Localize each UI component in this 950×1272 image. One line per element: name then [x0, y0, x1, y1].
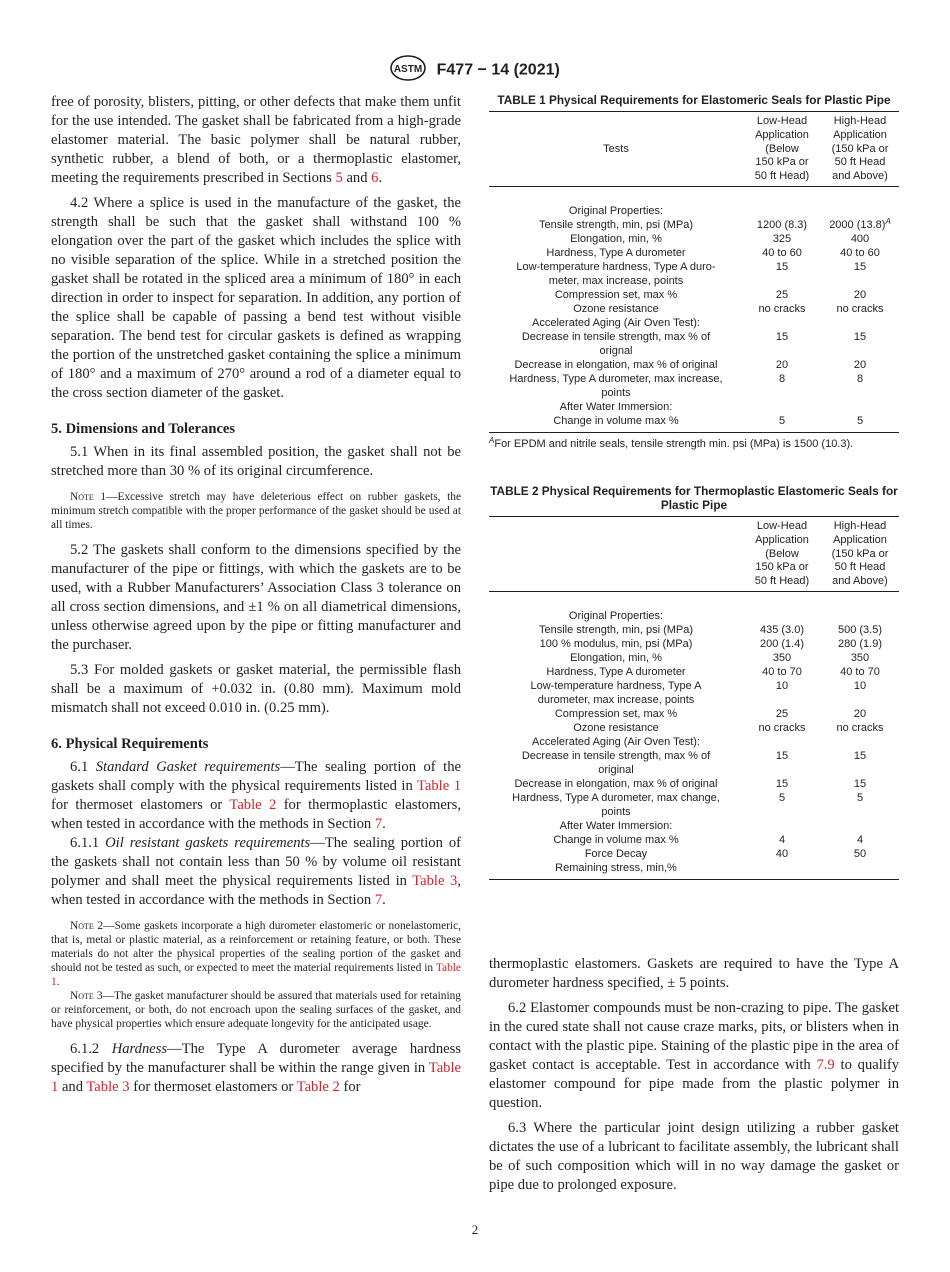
table-row: Decrease in tensile strength, max % of 15 15 [521, 330, 867, 343]
link-table-1[interactable]: Table 1 [51, 1060, 461, 1095]
table-row: Decrease in elongation, max % of original 20 20 [514, 358, 867, 371]
table-row: durometer, max increase, points [537, 693, 695, 706]
table-1-col-tests: Tests [603, 143, 629, 156]
link-table-2[interactable]: Table 2 [296, 1079, 340, 1095]
table-row: Tensile strength, min, psi (MPa) 435 (3.0) 500 (3.5) [538, 623, 883, 636]
link-table-2[interactable]: Table 2 [229, 797, 277, 813]
table-row: Accelerated Aging (Air Oven Test): [532, 316, 700, 329]
table-1-footnote: $^A$For EPDM and nitrile seals, tensile strength min. psi (MPa) is 1500 (10.3). [489, 435, 854, 450]
table-2-col-low-head: Low-Head Application (Below 150 kPa or 50 ft Head) [754, 519, 810, 588]
table-row: After Water Immersion: [559, 400, 673, 413]
table-1-col-low-head: Low-Head Application (Below 150 kPa or 50 ft Head) [754, 115, 810, 183]
table-row: points [601, 386, 631, 399]
table-2-title: TABLE 2 Physical Requirements for Thermoplastic Elastomeric Seals for Plastic Pipe [490, 483, 898, 512]
table-2-col-high-head: High-Head Application (150 kPa or 50 ft Head and Above) [831, 519, 889, 588]
table-1 [489, 93, 899, 450]
table-row: Force Decay 40 50 [584, 847, 867, 860]
table-1-header [489, 112, 899, 187]
table-row: Accelerated Aging (Air Oven Test): [532, 735, 700, 748]
table-row: After Water Immersion: [559, 819, 673, 832]
right-column [489, 93, 899, 1193]
page-header [0, 55, 950, 86]
link-table-3[interactable]: Table 3 [86, 1079, 130, 1095]
table-row: Ozone resistance no cracks no cracks [573, 721, 884, 734]
table-row: points [601, 805, 631, 818]
table-2-header [489, 517, 899, 592]
right-column-text [489, 955, 899, 1195]
standard-code: F477 − 14 (2021) [436, 61, 560, 79]
table-row: Hardness, Type A durometer 40 to 60 40 to 60 [546, 246, 880, 259]
paragraph-5-3: 5.3 For molded gaskets or gasket material, the permissible flash shall be a maximum of +0.032 in. (0.80 mm). Maximum mold mismatch shall not exceed 0.010 in. (0.25 mm). [51, 662, 461, 716]
paragraph-5-1: 5.1 When in its final assembled position, the gasket shall not be stretched more than 30 % of its original circumference. [51, 444, 461, 479]
table-row: Hardness, Type A durometer 40 to 70 40 to 70 [546, 665, 880, 678]
note-3: Note 3—The gasket manufacturer should be assured that materials used for retaining or reinforcement, or both, do not encroach upon the sealing surfaces of the gasket, and have physical properties which ensure adequate longevity for the anticipated usage. [51, 990, 462, 1030]
link-table-1[interactable]: Table 1 [417, 778, 461, 794]
heading-section-5: 5. Dimensions and Tolerances [51, 421, 236, 437]
table-2-body [489, 592, 899, 879]
note-1-text: —Excessive stretch may have deleterious effect on rubber gaskets, the minimum stretch compatible with the proper performance of the gasket should be used at all times. [51, 491, 461, 531]
paragraph-4-2: 4.2 Where a splice is used in the manufacture of the gasket, the strength shall be such that the gasket shall withstand 100 % elongation over the part of the gasket which includes the splice with no visible separation of the splice. While in a stretched position the gasket shall be rotated in the spliced area a minimum of 180° in each direction in order to inspect for separation. In addition, any portion of the splice shall be capable of passing a bend test without visible separation. The bend test for circular gaskets is defined as wrapping the portion of the unstretched gasket containing the splice a minimum of 180° and a maximum of 270° around a rod of a diameter equal to the cross section diameter of the gasket. [51, 195, 461, 401]
notes-2-3 [51, 919, 461, 1031]
table-2 [489, 484, 899, 880]
table-row: Low-temperature hardness, Type A 10 10 [530, 679, 867, 692]
table-row: Change in volume max % 5 5 [553, 414, 864, 427]
astm-logo-text: ASTM [394, 64, 423, 75]
note-1-label: Note 1 [70, 491, 107, 503]
link-section-6[interactable]: 6 [371, 170, 379, 186]
table-row: Low-temperature hardness, Type A duro- 15 15 [516, 260, 867, 273]
table-1-title: TABLE 1 Physical Requirements for Elastomeric Seals for Plastic Pipe [497, 93, 891, 107]
table-row: meter, max increase, points [548, 274, 684, 287]
link-table-3[interactable]: Table 3 [412, 873, 458, 889]
link-section-5[interactable]: 5 [335, 170, 343, 186]
table-row: Decrease in tensile strength, max % of 15 15 [521, 749, 867, 762]
table-1-body [489, 187, 899, 432]
table-row: Hardness, Type A durometer, max increase, 8 8 [509, 372, 864, 385]
table-row: original [598, 763, 634, 776]
paragraph-6-1-2-continued: thermoplastic elastomers. Gaskets are required to have the Type A durometer hardness specified, ± 5 points. [489, 956, 899, 991]
table-row: Elongation, min, % 325 400 [570, 232, 870, 245]
table-row: orignal [599, 344, 633, 357]
table-row: Compression set, max % 25 20 [554, 288, 867, 301]
paragraph-6-1: 6.1 Standard Gasket requirements—The sealing portion of the gaskets shall comply with the physical requirements listed in Table 1 for thermoset elastomers or Table 2 for thermoplastic elastomers, when tested in accordance with the methods in Section 7. [51, 759, 461, 832]
link-table-1[interactable]: Table 1 [51, 962, 461, 988]
table-row: Elongation, min, % 350 350 [570, 651, 870, 664]
link-section-7-9[interactable]: 7.9 [816, 1057, 835, 1073]
table-row: Decrease in elongation, max % of original 15 15 [514, 777, 867, 790]
paragraph-6-2: 6.2 Elastomer compounds must be non-crazing to pipe. The gasket in the cured state shall not cause craze marks, pits, or blisters when in contact with the plastic pipe. Staining of the plastic pipe in the area of gasket contact is acceptable. Test in accordance with 7.9 to qualify elastomer compound for pipe made from the plastic polymer in question. [489, 1000, 899, 1111]
paragraph-6-3: 6.3 Where the particular joint design utilizing a rubber gasket dictates the use of a lubricant to facilitate assembly, the lubricant shall be of such composition which will in no way damage the gasket or pipe due to prolonged exposure. [489, 1120, 899, 1193]
paragraph-6-1-1: 6.1.1 Oil resistant gaskets requirements—The sealing portion of the gaskets shall not contain less than 50 % by volume oil resistant polymer and shall meet the physical requirements listed in Table 3, when tested in accordance with the methods in Section 7. [51, 835, 461, 908]
table-row: Ozone resistance no cracks no cracks [573, 302, 884, 315]
table-row: Compression set, max % 25 20 [554, 707, 867, 720]
paragraph-6-1-2: 6.1.2 Hardness—The Type A durometer average hardness specified by the manufacturer shall be within the range given in Table 1 and Table 3 for thermoset elastomers or Table 2 for [51, 1041, 461, 1095]
note-1 [51, 490, 461, 532]
left-column [51, 93, 461, 1097]
note-2: Note 2—Some gaskets incorporate a high durometer elastomeric or nonelastomeric, that is, metal or plastic material, as a reinforcement or retaining feature, or both. These materials do not alter the physical properties of the sealing portion of the gasket and should not be tested as such, or expected to meet the material requirements listed in Table 1. [51, 920, 461, 988]
table-row: 100 % modulus, min, psi (MPa) 200 (1.4) 280 (1.9) [539, 637, 883, 650]
heading-section-6: 6. Physical Requirements [51, 736, 209, 752]
footnote-marker: A [885, 216, 891, 226]
table-row: Remaining stress, min,% [555, 861, 677, 874]
page-number: 2 [471, 1222, 479, 1237]
table-row: Original Properties: [568, 204, 664, 217]
paragraph-4-1-continued: free of porosity, blisters, pitting, or other defects that make them unfit for the use intended. The gasket shall be fabricated from a high-grade elastomer material. The basic polymer shall be natural rubber, synthetic rubber, a blend of both, or a thermoplastic elastomer, meeting the requirements prescribed in Sections 5 and 6. [51, 94, 461, 186]
link-section-7[interactable]: 7 [374, 816, 383, 832]
link-section-7[interactable]: 7 [374, 892, 383, 908]
table-row: Hardness, Type A durometer, max change, 5 5 [512, 791, 864, 804]
table-1-col-high-head: High-Head Application (150 kPa or 50 ft Head and Above) [831, 115, 889, 183]
table-2-grid [489, 516, 899, 880]
table-row: Change in volume max % 4 4 [553, 833, 864, 846]
paragraph-5-2: 5.2 The gaskets shall conform to the dimensions specified by the manufacturer of the pipe or fittings, with which the gaskets are to be used, with a Rubber Manufacturers’ Association Class 3 tolerance on all cross section dimensions, and ±1 % on all diametrical dimensions, unless otherwise agreed upon by the pipe or fitting manufacturer and the purchaser. [51, 542, 461, 653]
table-row: Original Properties: [568, 609, 664, 622]
table-1-grid [489, 111, 899, 433]
astm-logo-icon [390, 55, 426, 86]
table-row: Tensile strength, min, psi (MPa) 1200 (8.3) 2000 $(13.8)^A$ [538, 216, 891, 231]
